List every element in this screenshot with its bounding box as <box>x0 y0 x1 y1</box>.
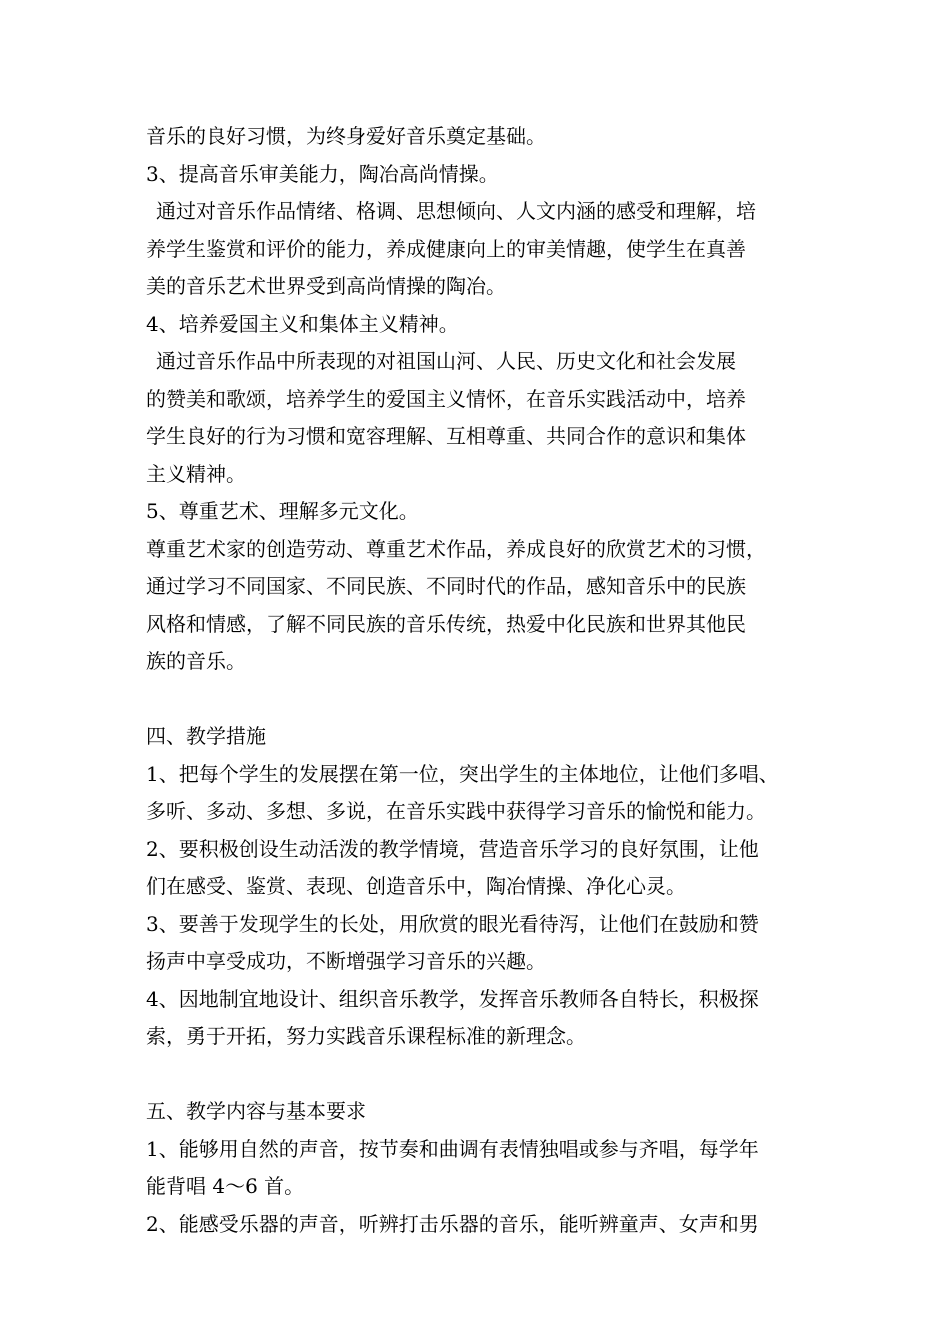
text-line: 尊重艺术家的创造劳动、尊重艺术作品，养成良好的欣赏艺术的习惯， <box>146 536 766 561</box>
section-heading: 五、教学内容与基本要求 <box>146 1099 366 1123</box>
list-item: 1、把每个学生的发展摆在第一位，突出学生的主体地位，让他们多唱、 <box>146 761 779 786</box>
text-line: 们在感受、鉴赏、表现、创造音乐中，陶冶情操、净化心灵。 <box>146 874 686 898</box>
section-heading: 四、教学措施 <box>146 724 266 748</box>
text-line: 学生良好的行为习惯和宽容理解、互相尊重、共同合作的意识和集体 <box>146 424 746 448</box>
text-line: 主义精神。 <box>146 461 246 486</box>
text-line: 通过学习不同国家、不同民族、不同时代的作品，感知音乐中的民族 <box>146 574 746 598</box>
list-item: 4、因地制宜地设计、组织音乐教学，发挥音乐教师各自特长，积极探 <box>146 986 759 1011</box>
text-line: 养学生鉴赏和评价的能力，养成健康向上的审美情趣，使学生在真善 <box>146 236 746 261</box>
blank-line <box>146 681 826 719</box>
list-item: 2、能感受乐器的声音，听辨打击乐器的音乐，能听辨童声、女声和男 <box>146 1211 759 1236</box>
text-line: 族的音乐。 <box>146 649 246 673</box>
text-line: 索，勇于开拓，努力实践音乐课程标准的新理念。 <box>146 1024 586 1048</box>
item-heading: 4、培养爱国主义和集体主义精神。 <box>146 311 459 336</box>
list-item: 3、要善于发现学生的长处，用欣赏的眼光看待泻，让他们在鼓励和赞 <box>146 911 759 936</box>
list-item: 2、要积极创设生动活泼的教学情境，营造音乐学习的良好氛围，让他 <box>146 836 759 861</box>
text-line: 音乐的良好习惯，为终身爱好音乐奠定基础。 <box>146 124 546 148</box>
text-line: 能背唱 4～6 首。 <box>146 1174 305 1198</box>
text-line: 美的音乐艺术世界受到高尚情操的陶冶。 <box>146 274 506 298</box>
item-heading: 3、提高音乐审美能力，陶冶高尚情操。 <box>146 161 499 186</box>
text-line: 风格和情感，了解不同民族的音乐传统，热爱中化民族和世界其他民 <box>146 611 746 636</box>
text-line: 通过对音乐作品情绪、格调、思想倾向、人文内涵的感受和理解，培 <box>156 199 756 223</box>
document-body <box>146 118 826 1243</box>
text-line: 扬声中享受成功，不断增强学习音乐的兴趣。 <box>146 949 546 973</box>
text-line: 通过音乐作品中所表现的对祖国山河、人民、历史文化和社会发展 <box>156 349 736 373</box>
blank-line <box>146 1056 826 1094</box>
text-line: 的赞美和歌颂，培养学生的爱国主义情怀，在音乐实践活动中，培养 <box>146 386 746 411</box>
item-heading: 5、尊重艺术、理解多元文化。 <box>146 499 419 523</box>
list-item: 1、能够用自然的声音，按节奏和曲调有表情独唱或参与齐唱，每学年 <box>146 1136 759 1161</box>
text-line: 多听、多动、多想、多说，在音乐实践中获得学习音乐的愉悦和能力。 <box>146 799 766 823</box>
